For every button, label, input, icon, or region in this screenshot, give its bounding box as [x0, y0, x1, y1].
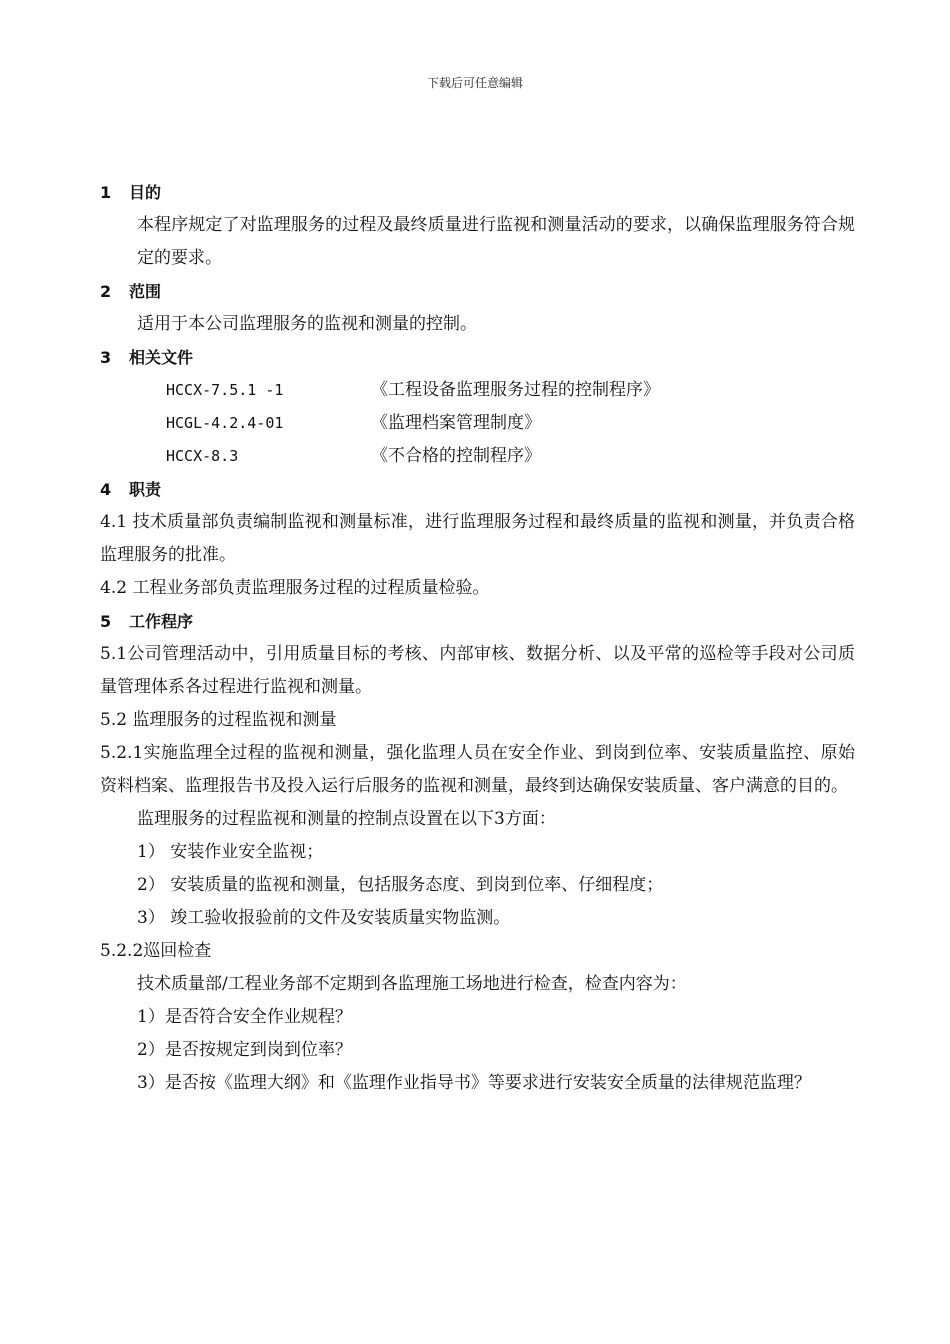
header-note: 下载后可任意编辑 [426, 76, 523, 90]
control-point-item: 1） 安装作业安全监视； [137, 842, 324, 862]
section-number: 5 [100, 612, 112, 631]
section-title: 目的 [129, 183, 162, 202]
reference-row [100, 374, 855, 407]
inspection-item: 1）是否符合安全作业规程？ [137, 1007, 352, 1027]
reference-title: 《不合格的控制程序》 [371, 446, 541, 466]
reference-code: HCCX-7.5.1 -1 [166, 381, 284, 399]
section-number: 3 [100, 348, 112, 367]
section-heading-procedure [100, 605, 855, 638]
document-body [100, 176, 855, 1100]
reference-code: HCGL-4.2.4-01 [166, 414, 284, 432]
reference-row [100, 440, 855, 473]
section-title: 职责 [129, 480, 162, 499]
procedure-5-2-heading: 5.2 监理服务的过程监视和测量 [100, 710, 337, 730]
scope-paragraph: 适用于本公司监理服务的监视和测量的控制。 [137, 314, 477, 334]
inspection-item: 2）是否按规定到岗到位率？ [137, 1040, 352, 1060]
procedure-5-1: 5.1公司管理活动中，引用质量目标的考核、内部审核、数据分析、以及平常的巡检等手段对公司质量管理体系各过程进行监视和测量。 [100, 644, 855, 697]
section-number: 4 [100, 480, 112, 499]
duty-4-2: 4.2 工程业务部负责监理服务过程的过程质量检验。 [100, 578, 490, 598]
section-heading-scope [100, 275, 855, 308]
procedure-5-2-2-heading: 5.2.2巡回检查 [100, 941, 212, 961]
section-title: 工作程序 [129, 612, 194, 631]
section-title: 范围 [129, 282, 162, 301]
section-number: 2 [100, 282, 112, 301]
section-heading-references [100, 341, 855, 374]
inspection-intro: 技术质量部/工程业务部不定期到各监理施工场地进行检查，检查内容为： [137, 974, 687, 994]
section-number: 1 [100, 183, 112, 202]
control-point-item: 2） 安装质量的监视和测量，包括服务态度、到岗到位率、仔细程度； [137, 875, 664, 895]
reference-code: HCCX-8.3 [166, 447, 239, 465]
control-point-item: 3） 竣工验收报验前的文件及安装质量实物监测。 [137, 908, 511, 928]
purpose-paragraph [100, 209, 855, 275]
duty-4-1: 4.1 技术质量部负责编制监视和测量标准，进行监理服务过程和最终质量的监视和测量，并负责合格监理服务的批准。 [100, 512, 855, 565]
purpose-text: 本程序规定了对监理服务的过程及最终质量进行监视和测量活动的要求，以确保监理服务符合规定的要求。 [137, 215, 855, 268]
section-heading-purpose [100, 176, 855, 209]
reference-row [100, 407, 855, 440]
inspection-item: 3）是否按《监理大纲》和《监理作业指导书》等要求进行安装安全质量的法律规范监理？ [137, 1073, 811, 1093]
reference-title: 《监理档案管理制度》 [371, 413, 541, 433]
control-points-intro: 监理服务的过程监视和测量的控制点设置在以下3方面： [137, 809, 556, 829]
section-title: 相关文件 [129, 348, 194, 367]
section-heading-duties [100, 473, 855, 506]
reference-title: 《工程设备监理服务过程的控制程序》 [371, 380, 660, 400]
procedure-5-2-1: 5.2.1实施监理全过程的监视和测量，强化监理人员在安全作业、到岗到位率、安装质量监控、原始资料档案、监理报告书及投入运行后服务的监视和测量，最终到达确保安装质量、客户满意的目的。 [100, 743, 855, 796]
